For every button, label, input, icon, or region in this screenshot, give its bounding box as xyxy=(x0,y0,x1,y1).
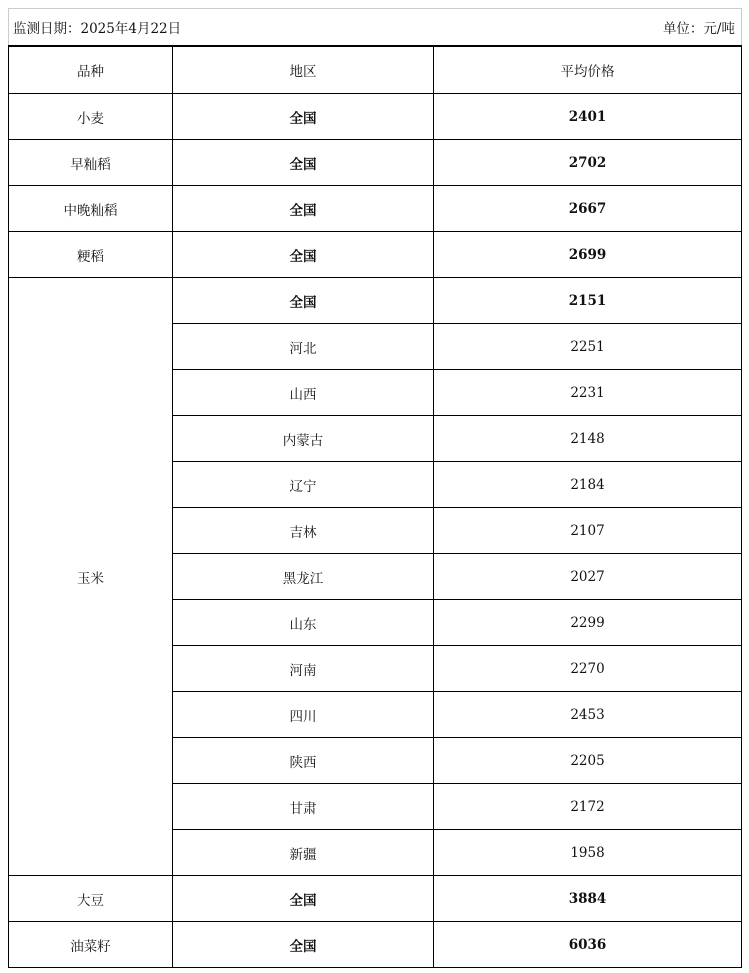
price-cell: 2453 xyxy=(434,692,742,738)
variety-cell: 中晚籼稻 xyxy=(9,186,173,232)
price-cell: 2270 xyxy=(434,646,742,692)
price-cell: 2027 xyxy=(434,554,742,600)
table-row xyxy=(9,876,742,922)
region-cell: 辽宁 xyxy=(173,462,434,508)
price-cell: 2699 xyxy=(434,232,742,278)
price-cell: 2205 xyxy=(434,738,742,784)
price-cell: 2299 xyxy=(434,600,742,646)
meta-bar xyxy=(8,8,742,45)
region-cell: 全国 xyxy=(173,876,434,922)
price-cell: 2702 xyxy=(434,140,742,186)
table-row xyxy=(9,278,742,324)
header-variety: 品种 xyxy=(9,46,173,94)
price-table-body xyxy=(9,46,742,968)
region-cell: 全国 xyxy=(173,232,434,278)
price-cell: 2151 xyxy=(434,278,742,324)
region-cell: 全国 xyxy=(173,922,434,968)
price-cell: 2148 xyxy=(434,416,742,462)
price-cell: 2251 xyxy=(434,324,742,370)
table-row xyxy=(9,186,742,232)
price-cell: 2184 xyxy=(434,462,742,508)
region-cell: 全国 xyxy=(173,186,434,232)
price-cell: 2172 xyxy=(434,784,742,830)
region-cell: 河北 xyxy=(173,324,434,370)
region-cell: 吉林 xyxy=(173,508,434,554)
price-cell: 1958 xyxy=(434,830,742,876)
variety-cell: 油菜籽 xyxy=(9,922,173,968)
price-table xyxy=(8,45,742,968)
price-sheet xyxy=(8,8,741,968)
header-region: 地区 xyxy=(173,46,434,94)
table-row xyxy=(9,94,742,140)
table-row xyxy=(9,232,742,278)
variety-cell: 粳稻 xyxy=(9,232,173,278)
region-cell: 全国 xyxy=(173,278,434,324)
price-cell: 3884 xyxy=(434,876,742,922)
variety-cell: 小麦 xyxy=(9,94,173,140)
monitor-date: 监测日期：2025年4月22日 xyxy=(9,9,434,46)
region-cell: 全国 xyxy=(173,140,434,186)
price-cell: 2107 xyxy=(434,508,742,554)
table-header-row xyxy=(9,46,742,94)
region-cell: 陕西 xyxy=(173,738,434,784)
price-cell: 2401 xyxy=(434,94,742,140)
region-cell: 甘肃 xyxy=(173,784,434,830)
region-cell: 四川 xyxy=(173,692,434,738)
region-cell: 山东 xyxy=(173,600,434,646)
region-cell: 内蒙古 xyxy=(173,416,434,462)
price-cell: 2231 xyxy=(434,370,742,416)
header-avg-price: 平均价格 xyxy=(434,46,742,94)
price-cell: 6036 xyxy=(434,922,742,968)
table-row xyxy=(9,140,742,186)
region-cell: 黑龙江 xyxy=(173,554,434,600)
variety-cell: 早籼稻 xyxy=(9,140,173,186)
table-row xyxy=(9,922,742,968)
unit-label: 单位：元/吨 xyxy=(434,9,742,46)
region-cell: 河南 xyxy=(173,646,434,692)
price-cell: 2667 xyxy=(434,186,742,232)
region-cell: 新疆 xyxy=(173,830,434,876)
region-cell: 山西 xyxy=(173,370,434,416)
variety-cell: 大豆 xyxy=(9,876,173,922)
variety-cell: 玉米 xyxy=(9,278,173,876)
region-cell: 全国 xyxy=(173,94,434,140)
